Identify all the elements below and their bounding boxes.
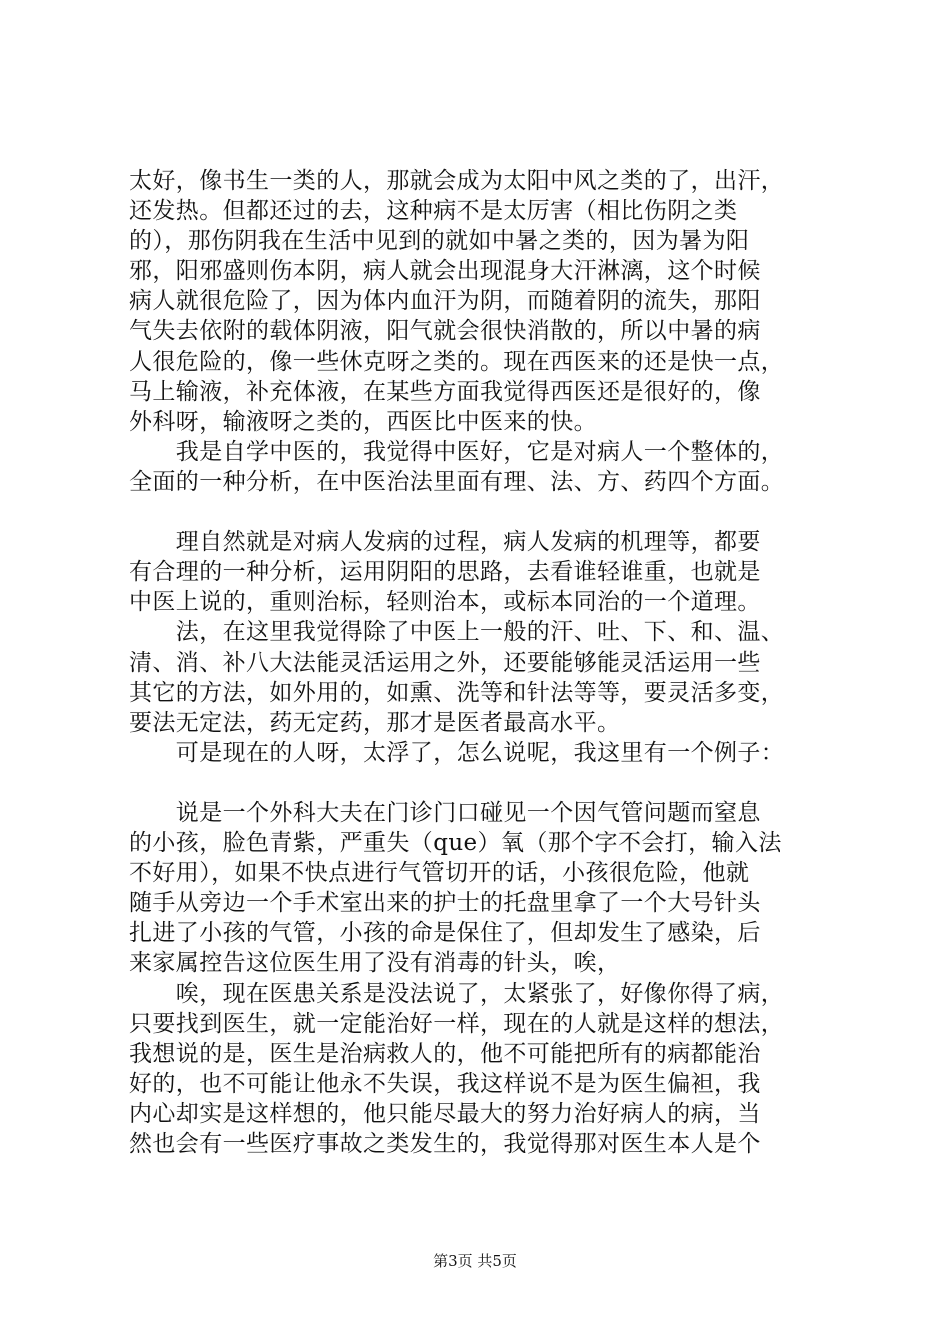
text-line: 清、消、补八大法能灵活运用之外，还要能够能灵活运用一些	[129, 649, 761, 676]
text-line: 要法无定法，药无定药，那才是医者最高水平。	[129, 709, 621, 736]
text-line: 可是现在的人呀，太浮了，怎么说呢，我这里有一个例子：	[129, 739, 785, 766]
text-line: 病人就很危险了，因为体内血汗为阴，而随着阴的流失，那阳	[129, 288, 761, 315]
text-line: 不好用），如果不快点进行气管切开的话，小孩很危险，他就	[129, 860, 750, 887]
blank-line	[129, 768, 829, 798]
text-line: 还发热。但都还过的去，这种病不是太厉害（相比伤阴之类	[129, 198, 738, 225]
text-line: 的），那伤阴我在生活中见到的就如中暑之类的，因为暑为阳	[129, 228, 750, 255]
text-line: 唉，现在医患关系是没法说了，太紧张了，好像你得了病，	[129, 980, 785, 1007]
text-line: 邪，阳邪盛则伤本阴，病人就会出现混身大汗淋漓，这个时候	[129, 258, 761, 285]
text-line: 其它的方法，如外用的，如熏、洗等和针法等等，要灵活多变，	[129, 679, 785, 706]
text-line: 的小孩，脸色青紫，严重失（que）氧（那个字不会打，输入法	[129, 830, 782, 857]
text-line: 只要找到医生，就一定能治好一样，现在的人就是这样的想法，	[129, 1010, 785, 1037]
text-line: 随手从旁边一个手术室出来的护士的托盘里拿了一个大号针头	[129, 890, 761, 917]
text-line: 全面的一种分析，在中医治法里面有理、法、方、药四个方面。	[129, 468, 785, 495]
document-body	[129, 166, 829, 1159]
page-footer: 第3页 共5页	[433, 1252, 517, 1270]
text-line: 中医上说的，重则治标，轻则治本，或标本同治的一个道理。	[129, 589, 761, 616]
text-line: 我想说的是，医生是治病救人的，他不可能把所有的病都能治	[129, 1040, 761, 1067]
text-line: 好的，也不可能让他永不失误，我这样说不是为医生偏袒，我	[129, 1070, 761, 1097]
blank-line	[129, 497, 829, 527]
text-line: 外科呀，输液呀之类的，西医比中医来的快。	[129, 408, 597, 435]
text-line: 马上输液，补充体液，在某些方面我觉得西医还是很好的，像	[129, 378, 761, 405]
text-line: 法，在这里我觉得除了中医上一般的汗、吐、下、和、温、	[129, 619, 785, 646]
text-line: 说是一个外科大夫在门诊门口碰见一个因气管问题而窒息	[129, 799, 761, 826]
text-line: 有合理的一种分析，运用阴阳的思路，去看谁轻谁重，也就是	[129, 559, 761, 586]
text-line: 我是自学中医的，我觉得中医好，它是对病人一个整体的，	[129, 438, 785, 465]
text-line: 内心却实是这样想的，他只能尽最大的努力治好病人的病，当	[129, 1100, 761, 1127]
text-line: 太好，像书生一类的人，那就会成为太阳中风之类的了，出汗，	[129, 168, 785, 194]
text-line: 理自然就是对病人发病的过程，病人发病的机理等，都要	[129, 529, 761, 556]
text-line: 人很危险的，像一些休克呀之类的。现在西医来的还是快一点，	[129, 348, 785, 375]
text-line: 气失去依附的载体阴液，阳气就会很快消散的，所以中暑的病	[129, 318, 761, 345]
text-line: 扎进了小孩的气管，小孩的命是保住了，但却发生了感染，后	[129, 920, 761, 947]
text-line: 来家属控告这位医生用了没有消毒的针头，唉，	[129, 950, 621, 977]
text-line: 然也会有一些医疗事故之类发生的，我觉得那对医生本人是个	[129, 1131, 761, 1157]
